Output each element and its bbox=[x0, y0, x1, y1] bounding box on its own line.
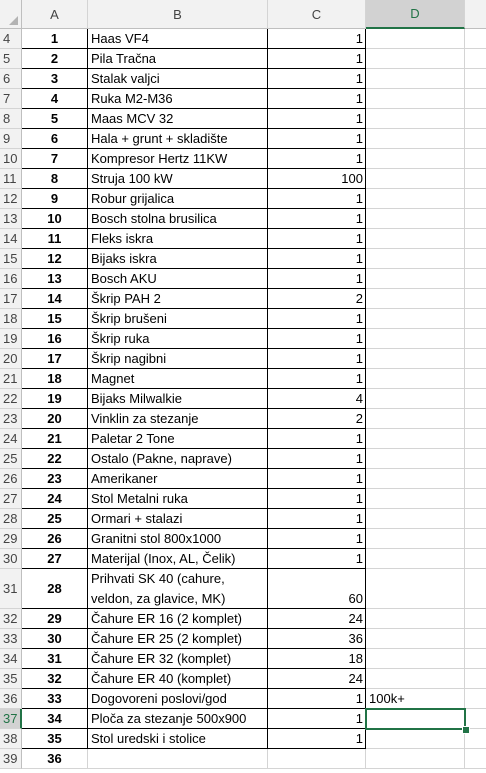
cell-a[interactable]: 16 bbox=[22, 329, 88, 349]
cell-a[interactable]: 2 bbox=[22, 49, 88, 69]
row-header[interactable]: 6 bbox=[0, 69, 22, 89]
cell-a[interactable]: 9 bbox=[22, 189, 88, 209]
cell-b[interactable]: Škrip nagibni bbox=[88, 349, 268, 369]
cell-d[interactable] bbox=[366, 89, 465, 109]
table-row bbox=[0, 709, 486, 729]
cell-e[interactable] bbox=[465, 309, 486, 329]
cell-c[interactable]: 1 bbox=[268, 529, 366, 549]
table-row bbox=[0, 69, 486, 89]
cell-b[interactable]: Bijaks Milwalkie bbox=[88, 389, 268, 409]
cell-e[interactable] bbox=[465, 429, 486, 449]
cell-b[interactable]: Materijal (Inox, AL, Čelik) bbox=[88, 549, 268, 569]
cell-b[interactable]: Magnet bbox=[88, 369, 268, 389]
cell-a[interactable]: 6 bbox=[22, 129, 88, 149]
cell-c[interactable]: 2 bbox=[268, 409, 366, 429]
cell-a[interactable]: 33 bbox=[22, 689, 88, 709]
cell-a[interactable]: 12 bbox=[22, 249, 88, 269]
cell-d[interactable] bbox=[366, 569, 465, 609]
cell-d[interactable] bbox=[366, 329, 465, 349]
cell-b[interactable]: Stalak valjci bbox=[88, 69, 268, 89]
cell-a[interactable]: 14 bbox=[22, 289, 88, 309]
cell-d[interactable] bbox=[366, 129, 465, 149]
cell-d[interactable] bbox=[366, 549, 465, 569]
cell-a[interactable]: 20 bbox=[22, 409, 88, 429]
cell-c[interactable]: 24 bbox=[268, 609, 366, 629]
cell-c[interactable]: 1 bbox=[268, 29, 366, 49]
cell-b[interactable]: Vinklin za stezanje bbox=[88, 409, 268, 429]
table-row bbox=[0, 169, 486, 189]
table-row bbox=[0, 649, 486, 669]
row-header[interactable]: 8 bbox=[0, 109, 22, 129]
cell-c[interactable]: 1 bbox=[268, 129, 366, 149]
table-row bbox=[0, 449, 486, 469]
cell-d[interactable]: 100k+ bbox=[366, 689, 465, 709]
cell-d[interactable] bbox=[366, 189, 465, 209]
cell-c[interactable]: 100 bbox=[268, 169, 366, 189]
table-row bbox=[0, 549, 486, 569]
cell-c[interactable]: 1 bbox=[268, 349, 366, 369]
cell-a[interactable]: 7 bbox=[22, 149, 88, 169]
cell-a[interactable]: 5 bbox=[22, 109, 88, 129]
cell-d[interactable] bbox=[366, 709, 465, 729]
column-header-c[interactable]: C bbox=[268, 0, 366, 29]
cell-a[interactable]: 8 bbox=[22, 169, 88, 189]
table-row bbox=[0, 349, 486, 369]
cell-b[interactable]: Haas VF4 bbox=[88, 29, 268, 49]
cell-e[interactable] bbox=[465, 249, 486, 269]
cell-b[interactable]: Ploča za stezanje 500x900 bbox=[88, 709, 268, 729]
cell-c[interactable]: 1 bbox=[268, 89, 366, 109]
row-header[interactable]: 25 bbox=[0, 449, 22, 469]
row-header[interactable]: 23 bbox=[0, 409, 22, 429]
row-header[interactable]: 19 bbox=[0, 329, 22, 349]
cell-a[interactable]: 35 bbox=[22, 729, 88, 749]
row-header[interactable]: 14 bbox=[0, 229, 22, 249]
cell-d[interactable] bbox=[366, 629, 465, 649]
cell-d[interactable] bbox=[366, 609, 465, 629]
row-header[interactable]: 37 bbox=[0, 709, 22, 729]
table-row bbox=[0, 249, 486, 269]
row-header[interactable]: 34 bbox=[0, 649, 22, 669]
row-header[interactable]: 9 bbox=[0, 129, 22, 149]
cell-e[interactable] bbox=[465, 549, 486, 569]
cell-b[interactable]: Čahure ER 25 (2 komplet) bbox=[88, 629, 268, 649]
cell-a[interactable]: 22 bbox=[22, 449, 88, 469]
cell-a[interactable]: 34 bbox=[22, 709, 88, 729]
row-header[interactable]: 11 bbox=[0, 169, 22, 189]
cell-c[interactable]: 1 bbox=[268, 549, 366, 569]
cell-c[interactable]: 1 bbox=[268, 209, 366, 229]
cell-e[interactable] bbox=[465, 489, 486, 509]
table-row bbox=[0, 669, 486, 689]
table-row bbox=[0, 129, 486, 149]
cell-b[interactable]: Fleks iskra bbox=[88, 229, 268, 249]
row-header[interactable]: 28 bbox=[0, 509, 22, 529]
cell-b[interactable]: Robur grijalica bbox=[88, 189, 268, 209]
row-header[interactable]: 30 bbox=[0, 549, 22, 569]
cell-a[interactable]: 11 bbox=[22, 229, 88, 249]
cell-b[interactable]: Stol uredski i stolice bbox=[88, 729, 268, 749]
cell-a[interactable]: 10 bbox=[22, 209, 88, 229]
row-header[interactable]: 12 bbox=[0, 189, 22, 209]
cell-a[interactable]: 23 bbox=[22, 469, 88, 489]
table-row bbox=[0, 409, 486, 429]
cell-e[interactable] bbox=[465, 649, 486, 669]
cell-d[interactable] bbox=[366, 369, 465, 389]
cell-b[interactable] bbox=[88, 749, 268, 769]
cell-d[interactable] bbox=[366, 249, 465, 269]
cell-d[interactable] bbox=[366, 489, 465, 509]
cell-e[interactable] bbox=[465, 449, 486, 469]
cell-d[interactable] bbox=[366, 729, 465, 749]
row-header[interactable]: 18 bbox=[0, 309, 22, 329]
cell-e[interactable] bbox=[465, 109, 486, 129]
cell-b[interactable]: Amerikaner bbox=[88, 469, 268, 489]
cell-c[interactable]: 60 bbox=[268, 569, 366, 609]
cell-a[interactable]: 30 bbox=[22, 629, 88, 649]
row-header[interactable]: 4 bbox=[0, 29, 22, 49]
cell-a[interactable]: 29 bbox=[22, 609, 88, 629]
row-header[interactable]: 32 bbox=[0, 609, 22, 629]
row-header[interactable]: 13 bbox=[0, 209, 22, 229]
cell-c[interactable]: 1 bbox=[268, 429, 366, 449]
cell-a[interactable]: 3 bbox=[22, 69, 88, 89]
cell-d[interactable] bbox=[366, 49, 465, 69]
cell-d[interactable] bbox=[366, 749, 465, 769]
cell-b[interactable]: Hala + grunt + skladište bbox=[88, 129, 268, 149]
table-row bbox=[0, 329, 486, 349]
cell-a[interactable]: 19 bbox=[22, 389, 88, 409]
cell-c[interactable]: 1 bbox=[268, 49, 366, 69]
cell-e[interactable] bbox=[465, 269, 486, 289]
cell-b[interactable]: Čahure ER 40 (komplet) bbox=[88, 669, 268, 689]
cell-e[interactable] bbox=[465, 569, 486, 609]
table-row bbox=[0, 209, 486, 229]
table-row bbox=[0, 729, 486, 749]
cell-d[interactable] bbox=[366, 309, 465, 329]
cell-b[interactable]: Maas MCV 32 bbox=[88, 109, 268, 129]
row-header[interactable]: 31 bbox=[0, 569, 22, 609]
cell-e[interactable] bbox=[465, 689, 486, 709]
cell-e[interactable] bbox=[465, 509, 486, 529]
cell-e[interactable] bbox=[465, 69, 486, 89]
cell-e[interactable] bbox=[465, 149, 486, 169]
cell-a[interactable]: 13 bbox=[22, 269, 88, 289]
row-header[interactable]: 36 bbox=[0, 689, 22, 709]
table-row bbox=[0, 369, 486, 389]
cell-b[interactable]: Čahure ER 16 (2 komplet) bbox=[88, 609, 268, 629]
cell-c[interactable]: 1 bbox=[268, 109, 366, 129]
cell-b[interactable]: Ostalo (Pakne, naprave) bbox=[88, 449, 268, 469]
cell-a[interactable]: 26 bbox=[22, 529, 88, 549]
table-row bbox=[0, 509, 486, 529]
cell-b[interactable]: Bosch stolna brusilica bbox=[88, 209, 268, 229]
cell-a[interactable]: 1 bbox=[22, 29, 88, 49]
cell-d[interactable] bbox=[366, 109, 465, 129]
cell-e[interactable] bbox=[465, 389, 486, 409]
row-header[interactable]: 22 bbox=[0, 389, 22, 409]
row-header[interactable]: 7 bbox=[0, 89, 22, 109]
cell-b[interactable]: Struja 100 kW bbox=[88, 169, 268, 189]
cell-e[interactable] bbox=[465, 229, 486, 249]
table-row bbox=[0, 689, 486, 709]
table-row bbox=[0, 229, 486, 249]
table-row bbox=[0, 309, 486, 329]
cell-c[interactable]: 18 bbox=[268, 649, 366, 669]
row-header[interactable]: 26 bbox=[0, 469, 22, 489]
cell-e[interactable] bbox=[465, 369, 486, 389]
table-row bbox=[0, 269, 486, 289]
cell-a[interactable]: 4 bbox=[22, 89, 88, 109]
cell-e[interactable] bbox=[465, 609, 486, 629]
cell-c[interactable]: 1 bbox=[268, 689, 366, 709]
cell-d[interactable] bbox=[366, 529, 465, 549]
cell-b[interactable]: Škrip PAH 2 bbox=[88, 289, 268, 309]
cell-b[interactable]: Pila Tračna bbox=[88, 49, 268, 69]
cell-d[interactable] bbox=[366, 449, 465, 469]
table-row bbox=[0, 609, 486, 629]
cell-b[interactable]: Škrip brušeni bbox=[88, 309, 268, 329]
cell-d[interactable] bbox=[366, 69, 465, 89]
row-header[interactable]: 29 bbox=[0, 529, 22, 549]
row-header[interactable]: 21 bbox=[0, 369, 22, 389]
table-row bbox=[0, 89, 486, 109]
cell-c[interactable]: 1 bbox=[268, 369, 366, 389]
cell-b[interactable]: Bijaks iskra bbox=[88, 249, 268, 269]
cell-a[interactable]: 21 bbox=[22, 429, 88, 449]
column-header-e[interactable] bbox=[465, 0, 486, 29]
cell-e[interactable] bbox=[465, 169, 486, 189]
cell-e[interactable] bbox=[465, 629, 486, 649]
cell-b[interactable]: Stol Metalni ruka bbox=[88, 489, 268, 509]
row-header[interactable]: 20 bbox=[0, 349, 22, 369]
cell-a[interactable]: 18 bbox=[22, 369, 88, 389]
cell-d[interactable] bbox=[366, 229, 465, 249]
cell-e[interactable] bbox=[465, 49, 486, 69]
cell-d[interactable] bbox=[366, 649, 465, 669]
cell-b[interactable]: Granitni stol 800x1000 bbox=[88, 529, 268, 549]
table-row bbox=[0, 109, 486, 129]
column-header-d[interactable]: D bbox=[366, 0, 465, 29]
table-row bbox=[0, 29, 486, 49]
cell-d[interactable] bbox=[366, 29, 465, 49]
cell-b[interactable]: Čahure ER 32 (komplet) bbox=[88, 649, 268, 669]
row-header[interactable]: 17 bbox=[0, 289, 22, 309]
cell-a[interactable]: 27 bbox=[22, 549, 88, 569]
cell-b[interactable]: Škrip ruka bbox=[88, 329, 268, 349]
table-row bbox=[0, 189, 486, 209]
column-header-b[interactable]: B bbox=[88, 0, 268, 29]
cell-d[interactable] bbox=[366, 349, 465, 369]
cell-a[interactable]: 24 bbox=[22, 489, 88, 509]
cell-e[interactable] bbox=[465, 329, 486, 349]
table-row bbox=[0, 569, 486, 609]
cell-e[interactable] bbox=[465, 289, 486, 309]
cell-a[interactable]: 32 bbox=[22, 669, 88, 689]
table-row bbox=[0, 629, 486, 649]
cell-d[interactable] bbox=[366, 409, 465, 429]
cell-e[interactable] bbox=[465, 29, 486, 49]
row-header[interactable]: 15 bbox=[0, 249, 22, 269]
table-row bbox=[0, 429, 486, 449]
column-header-a[interactable]: A bbox=[22, 0, 88, 29]
cell-c[interactable]: 4 bbox=[268, 389, 366, 409]
cell-c[interactable]: 1 bbox=[268, 229, 366, 249]
cell-c[interactable]: 1 bbox=[268, 309, 366, 329]
row-header[interactable]: 39 bbox=[0, 749, 22, 769]
cell-c[interactable]: 1 bbox=[268, 489, 366, 509]
cell-d[interactable] bbox=[366, 169, 465, 189]
cell-c[interactable]: 1 bbox=[268, 269, 366, 289]
cell-d[interactable] bbox=[366, 669, 465, 689]
cell-d[interactable] bbox=[366, 289, 465, 309]
fill-handle[interactable] bbox=[462, 726, 470, 734]
cell-c[interactable]: 1 bbox=[268, 709, 366, 729]
row-header[interactable]: 33 bbox=[0, 629, 22, 649]
row-header[interactable]: 10 bbox=[0, 149, 22, 169]
cell-c[interactable]: 36 bbox=[268, 629, 366, 649]
select-all-corner[interactable] bbox=[0, 0, 22, 29]
cell-e[interactable] bbox=[465, 749, 486, 769]
cell-c[interactable]: 1 bbox=[268, 329, 366, 349]
row-header[interactable]: 27 bbox=[0, 489, 22, 509]
cell-e[interactable] bbox=[465, 669, 486, 689]
table-row bbox=[0, 529, 486, 549]
cell-e[interactable] bbox=[465, 529, 486, 549]
cell-c[interactable]: 1 bbox=[268, 449, 366, 469]
cell-d[interactable] bbox=[366, 149, 465, 169]
row-header[interactable]: 35 bbox=[0, 669, 22, 689]
cell-e[interactable] bbox=[465, 209, 486, 229]
table-row bbox=[0, 289, 486, 309]
cell-d[interactable] bbox=[366, 469, 465, 489]
cell-d[interactable] bbox=[366, 509, 465, 529]
cell-c[interactable]: 24 bbox=[268, 669, 366, 689]
cell-a[interactable]: 28 bbox=[22, 569, 88, 609]
cell-a[interactable]: 15 bbox=[22, 309, 88, 329]
cell-c[interactable] bbox=[268, 749, 366, 769]
table-row bbox=[0, 469, 486, 489]
cell-d[interactable] bbox=[366, 429, 465, 449]
cell-c[interactable]: 1 bbox=[268, 149, 366, 169]
cell-e[interactable] bbox=[465, 89, 486, 109]
table-row bbox=[0, 489, 486, 509]
table-row bbox=[0, 149, 486, 169]
cell-c[interactable]: 2 bbox=[268, 289, 366, 309]
cell-b[interactable]: Ormari + stalazi bbox=[88, 509, 268, 529]
cell-e[interactable] bbox=[465, 189, 486, 209]
row-header[interactable]: 16 bbox=[0, 269, 22, 289]
cell-c[interactable]: 1 bbox=[268, 189, 366, 209]
cell-e[interactable] bbox=[465, 409, 486, 429]
cell-b[interactable]: Dogovoreni poslovi/god bbox=[88, 689, 268, 709]
cell-a[interactable]: 25 bbox=[22, 509, 88, 529]
cell-b[interactable]: Bosch AKU bbox=[88, 269, 268, 289]
cell-d[interactable] bbox=[366, 269, 465, 289]
cell-b[interactable]: Prihvati SK 40 (cahure, veldon, za glavice, MK) bbox=[88, 569, 268, 609]
row-header[interactable]: 24 bbox=[0, 429, 22, 449]
cell-e[interactable] bbox=[465, 129, 486, 149]
cell-b[interactable]: Ruka M2-M36 bbox=[88, 89, 268, 109]
cell-c[interactable]: 1 bbox=[268, 509, 366, 529]
cell-c[interactable]: 1 bbox=[268, 469, 366, 489]
cell-c[interactable]: 1 bbox=[268, 729, 366, 749]
row-header[interactable]: 38 bbox=[0, 729, 22, 749]
cell-b[interactable]: Paletar 2 Tone bbox=[88, 429, 268, 449]
table-row bbox=[0, 749, 486, 769]
table-row bbox=[0, 389, 486, 409]
cell-c[interactable]: 1 bbox=[268, 249, 366, 269]
cell-a[interactable]: 36 bbox=[22, 749, 88, 769]
cell-d[interactable] bbox=[366, 209, 465, 229]
cell-a[interactable]: 31 bbox=[22, 649, 88, 669]
table-row bbox=[0, 49, 486, 69]
cell-a[interactable]: 17 bbox=[22, 349, 88, 369]
cell-c[interactable]: 1 bbox=[268, 69, 366, 89]
cell-b[interactable]: Kompresor Hertz 11KW bbox=[88, 149, 268, 169]
cell-e[interactable] bbox=[465, 349, 486, 369]
cell-e[interactable] bbox=[465, 469, 486, 489]
row-header[interactable]: 5 bbox=[0, 49, 22, 69]
cell-d[interactable] bbox=[366, 389, 465, 409]
